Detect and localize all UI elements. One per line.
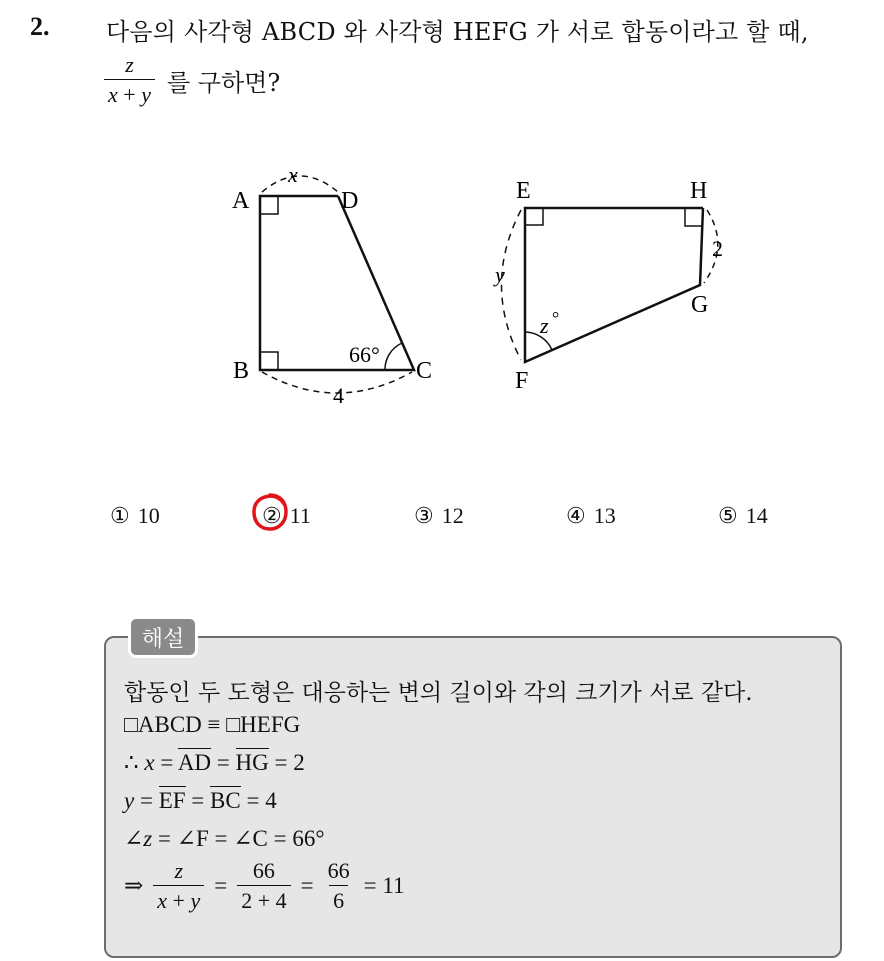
solution-line-3-var: x	[144, 750, 155, 775]
choice-1[interactable]	[110, 503, 160, 529]
solution-fraction-1-den	[153, 885, 204, 914]
segment-bc: BC	[210, 788, 241, 813]
solution-fraction-1	[153, 858, 204, 914]
solution-line-6	[124, 858, 415, 914]
choice-1-mark: ①	[110, 503, 130, 528]
solution-line-5	[124, 826, 325, 852]
solution-fraction-3	[324, 858, 354, 914]
solution-line-3-eq2: =	[211, 750, 236, 775]
solution-f1-den-plus: +	[172, 888, 185, 913]
right-angle-mark-a	[260, 196, 278, 214]
label-2: 2	[712, 236, 723, 261]
solution-line-3	[124, 750, 305, 776]
solution-line-4	[124, 788, 277, 814]
choice-5[interactable]	[718, 503, 768, 529]
problem-number: 2.	[30, 12, 50, 41]
choice-5-mark: ⑤	[718, 503, 738, 528]
vertex-e: E	[516, 178, 531, 204]
solution-line-5-rest: = ∠F = ∠C = 66°	[152, 826, 325, 851]
solution-fraction-2	[237, 858, 290, 914]
question-den-y: y	[141, 82, 151, 107]
solution-fraction-2-den: 2 + 4	[237, 885, 290, 914]
choice-3-value: 12	[441, 503, 464, 528]
solution-fraction-3-num: 66	[327, 858, 350, 883]
vertex-h: H	[690, 178, 708, 204]
choice-2-mark: ②	[262, 503, 282, 528]
question-den-x: x	[108, 82, 118, 107]
solution-tag: 해설	[128, 616, 198, 658]
vertex-a: A	[232, 188, 250, 214]
choice-5-value: 14	[745, 503, 768, 528]
solution-f1-den-x: x	[157, 888, 168, 913]
solution-fraction-1-num: z	[174, 858, 184, 883]
angle-f-var: z	[540, 313, 549, 338]
right-angle-mark-e	[525, 208, 543, 225]
solution-fraction-3-den: 6	[329, 885, 348, 914]
segment-ef: EF	[158, 788, 186, 813]
right-angle-mark-h	[685, 208, 703, 226]
label-x: x	[288, 162, 298, 187]
choice-3[interactable]	[414, 503, 464, 529]
question-den-plus: +	[123, 82, 136, 107]
label-y: y	[495, 262, 505, 287]
equals-1: =	[214, 873, 228, 898]
vertex-b: B	[233, 358, 250, 384]
quadrilateral-hefg	[525, 208, 703, 362]
label-4: 4	[333, 383, 344, 408]
solution-line-3-prefix: ∴	[124, 750, 145, 775]
solution-line-1: 합동인 두 도형은 대응하는 변의 길이와 각의 크기가 서로 같다.	[124, 680, 753, 706]
vertex-d: D	[341, 188, 359, 214]
answer-circle-mark	[251, 491, 289, 533]
solution-line-4-tail: = 4	[240, 788, 277, 813]
question-fraction-numerator: z	[125, 52, 134, 77]
question-text: 다음의 사각형 ABCD 와 사각형 HEFG 가 서로 합동이라고 할 때,	[106, 18, 809, 46]
choice-2-value: 11	[289, 503, 311, 528]
solution-f1-den-y: y	[190, 888, 201, 913]
choice-4-value: 13	[593, 503, 616, 528]
dashed-arc-x	[262, 176, 338, 192]
solution-line-3-eq1: =	[154, 750, 178, 775]
solution-line-3-tail: = 2	[268, 750, 305, 775]
segment-hg: HG	[235, 750, 269, 775]
solution-result: = 11	[363, 873, 405, 898]
implies-arrow: ⇒	[124, 873, 144, 898]
vertex-f: F	[515, 368, 529, 394]
solution-line-5-var: z	[143, 826, 153, 851]
solution-line-4-eq2: =	[185, 788, 211, 813]
answer-choices	[0, 503, 884, 535]
solution-line-4-var: y	[124, 788, 135, 813]
solution-line-2: □ABCD ≡ □HEFG	[124, 712, 301, 737]
quadrilateral-abcd	[260, 196, 414, 370]
choice-3-mark: ③	[414, 503, 434, 528]
choice-4-mark: ④	[566, 503, 586, 528]
solution-fraction-2-num: 66	[252, 858, 275, 883]
vertex-g: G	[691, 292, 709, 318]
equals-2: =	[300, 873, 314, 898]
choice-4[interactable]	[566, 503, 616, 529]
congruent-quadrilaterals-figure	[0, 0, 884, 450]
angle-f-degree: °	[552, 308, 560, 328]
question-suffix: 를 구하면?	[166, 68, 281, 97]
solution-line-5-prefix: ∠	[124, 826, 144, 851]
choice-1-value: 10	[137, 503, 160, 528]
angle-arc-c	[385, 343, 402, 370]
segment-ad: AD	[177, 750, 212, 775]
right-angle-mark-b	[260, 352, 278, 370]
solution-line-4-eq1: =	[134, 788, 159, 813]
vertex-c: C	[416, 358, 433, 384]
angle-c-label: 66°	[349, 342, 380, 367]
